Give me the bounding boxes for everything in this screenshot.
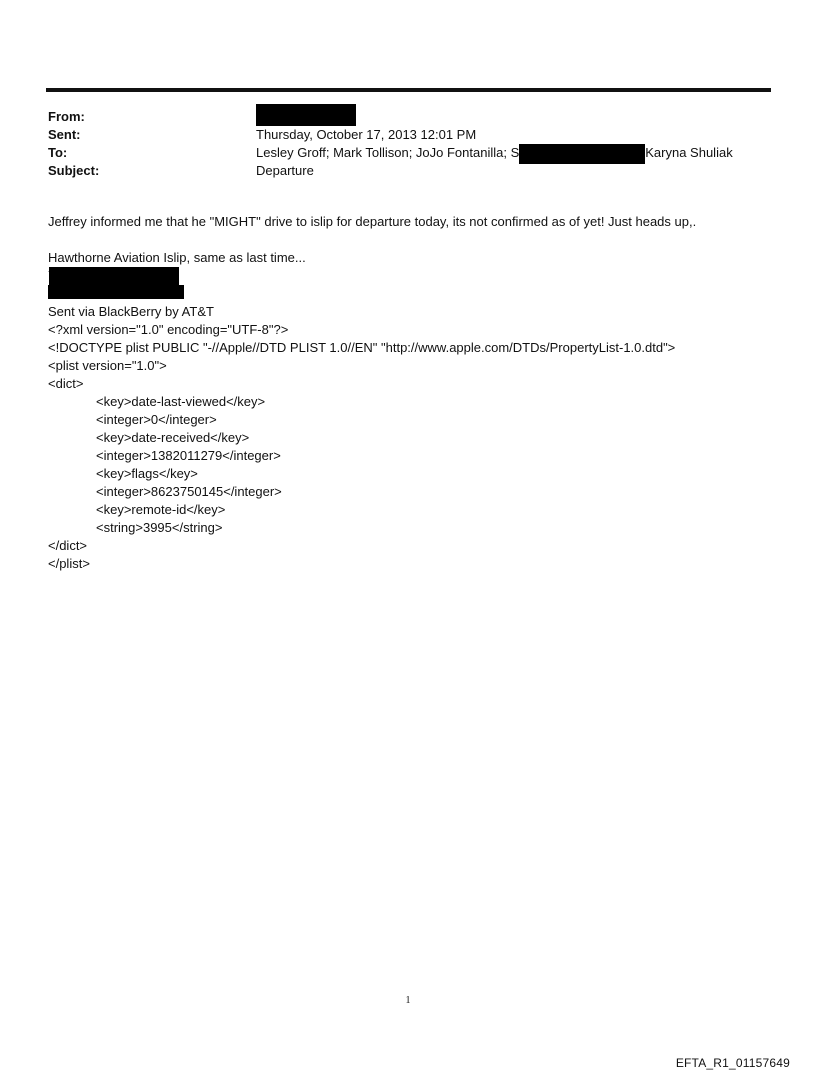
bates-stamp: EFTA_R1_01157649 [675,1056,790,1070]
email-header [48,108,768,180]
xml-line: <!DOCTYPE plist PUBLIC "-//Apple//DTD PLIST 1.0//EN" "http://www.apple.com/DTDs/PropertyList-1.0.dtd"> [48,340,676,355]
xml-line: <key>date-last-viewed</key> [96,394,266,409]
xml-line: <string>3995</string> [96,520,223,535]
header-rule [46,88,771,92]
xml-line: <?xml version="1.0" encoding="UTF-8"?> [48,322,289,337]
redaction-box [256,104,356,126]
sent-label: Sent: [48,127,81,142]
xml-line: <dict> [48,376,84,391]
blank-line [48,231,788,249]
to-label: To: [48,145,68,160]
sent-row [48,126,768,144]
xml-line: <key>remote-id</key> [96,502,226,517]
subject-row [48,162,768,180]
from-label: From: [48,109,85,124]
page-number: 1 [405,995,411,1006]
redaction-box [519,144,645,164]
subject-value: Departure [256,163,314,178]
from-value [256,108,356,126]
to-row [48,144,768,162]
sent-value: Thursday, October 17, 2013 12:01 PM [256,127,477,142]
body-line: Jeffrey informed me that he "MIGHT" drive to islip for departure today, its not confirmed as of yet! Just heads up,. [48,214,697,229]
xml-line: <integer>0</integer> [96,412,217,427]
body-line-redacted [48,267,788,285]
subject-label: Subject: [48,163,100,178]
to-recipients: Lesley Groff; Mark Tollison; JoJo Fontanilla; S [256,145,520,160]
redaction-box [49,267,179,285]
to-value [256,144,733,164]
body-line-redacted [48,285,788,303]
redaction-box [48,285,184,299]
from-row [48,108,768,126]
xml-line: </dict> [48,538,88,553]
xml-line: <integer>8623750145</integer> [96,484,282,499]
email-body [48,213,788,573]
body-line: Hawthorne Aviation Islip, same as last time... [48,250,306,265]
xml-line: <key>flags</key> [96,466,198,481]
signature-line: Sent via BlackBerry by AT&T [48,304,214,319]
xml-line: <key>date-received</key> [96,430,250,445]
xml-line: <plist version="1.0"> [48,358,167,373]
xml-line: <integer>1382011279</integer> [96,448,281,463]
xml-line: </plist> [48,556,90,571]
to-recipient-last: Karyna Shuliak [645,145,733,160]
